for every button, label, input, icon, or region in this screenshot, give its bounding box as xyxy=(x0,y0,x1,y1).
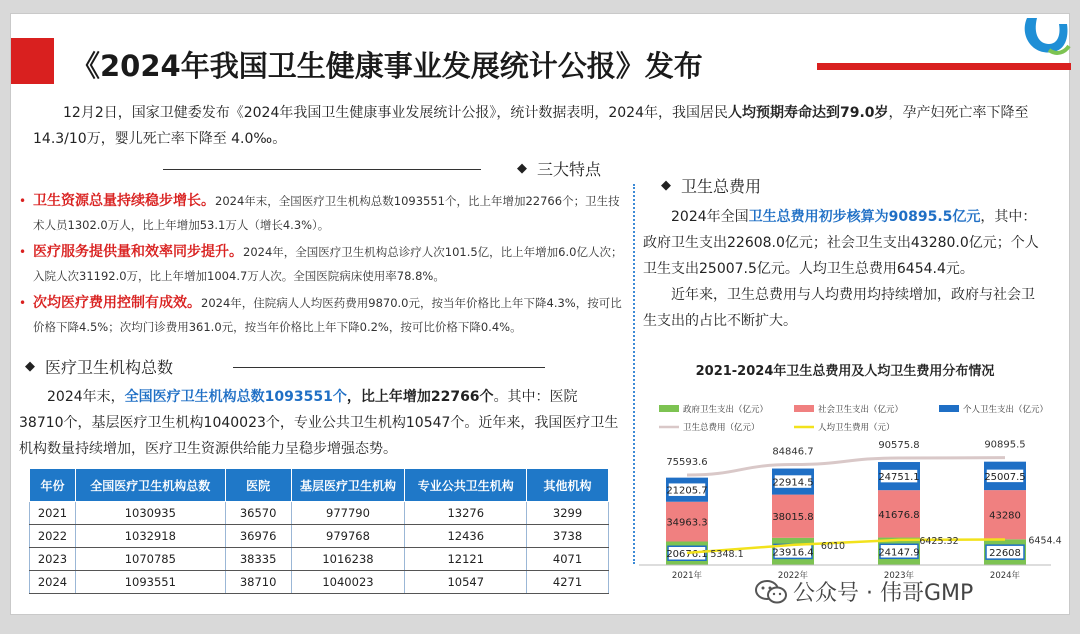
value-label: 41676.8 xyxy=(878,509,920,521)
inst-text-1: 2024年末， xyxy=(47,389,125,405)
slide xyxy=(10,13,1070,615)
table-cell: 4071 xyxy=(527,548,609,571)
bullet-icon: • xyxy=(19,194,27,208)
feature-item xyxy=(19,291,631,339)
legend-swatch xyxy=(939,405,959,412)
value-label: 22608 xyxy=(989,548,1021,560)
table-cell: 1070785 xyxy=(75,548,225,571)
expense-text-2: ，其中：政府卫生支出22608.0亿元；社会卫生支出43280.0亿元；个人卫生支出25007.5亿元。人均卫生总费用6454.4元。 xyxy=(643,209,1039,277)
x-tick-label: 2022年 xyxy=(777,571,809,581)
logo-icon xyxy=(1013,16,1071,60)
expense-highlight: 卫生总费用初步核算为90895.5亿元 xyxy=(748,209,981,225)
institutions-table xyxy=(29,468,609,594)
value-label: 21205.7 xyxy=(666,485,708,497)
x-tick-label: 2021年 xyxy=(671,571,703,581)
value-label: 43280 xyxy=(989,510,1021,522)
feature-text: 2024年末，全国医疗卫生机构总数1093551个，比上年增加22766个；卫生技术人员1302.0万人，比上年增加53.1万人（增长4.3%）。 xyxy=(33,194,620,232)
feature-text: 2024年，全国医疗卫生机构总诊疗人次101.5亿，比上年增加6.0亿人次；入院人次31192.0万，比上年增加1004.7万人次。全国医院病床使用率78.8%。 xyxy=(33,245,623,283)
value-label: 24147.9 xyxy=(878,547,920,559)
inst-highlight-blue: 全国医疗卫生机构总数1093551个 xyxy=(124,389,347,405)
legend-label: 卫生总费用（亿元） xyxy=(683,423,760,433)
legend-swatch xyxy=(659,405,679,412)
x-tick-label: 2024年 xyxy=(989,571,1021,581)
inst-heading-label: 医疗卫生机构总数 xyxy=(45,358,174,377)
intro-highlight: 人均预期寿命达到79.0岁 xyxy=(727,105,889,121)
bullet-icon: • xyxy=(19,296,27,310)
table-cell: 4271 xyxy=(527,571,609,594)
feature-text: 2024年，住院病人人均医药费用9870.0元，按当年价格比上年下降4.3%，按可比价格下降4.5%；次均门诊费用361.0元，按当年价格比上年下降0.2%，按可比价格下降0.4%。 xyxy=(33,296,622,334)
table-cell: 977790 xyxy=(291,502,405,525)
total-label: 84846.7 xyxy=(772,446,814,458)
feature-item xyxy=(19,189,631,237)
legend-label: 社会卫生支出（亿元） xyxy=(818,405,904,415)
features-heading-label: 三大特点 xyxy=(537,160,602,179)
value-label: 24751.1 xyxy=(878,472,920,484)
table-cell: 38710 xyxy=(225,571,291,594)
column-divider xyxy=(633,184,635,564)
table-cell: 36570 xyxy=(225,502,291,525)
value-label: 22914.5 xyxy=(772,477,814,489)
title-accent-line xyxy=(817,63,1071,70)
diamond-icon: ◆ xyxy=(25,359,35,374)
table-cell: 10547 xyxy=(405,571,527,594)
total-label: 90575.8 xyxy=(878,440,920,452)
legend-label: 人均卫生费用（元） xyxy=(818,423,895,433)
expense-chart xyxy=(639,382,1062,592)
intro-paragraph xyxy=(33,100,1043,152)
legend-label: 政府卫生支出（亿元） xyxy=(683,405,769,415)
table-cell: 12121 xyxy=(405,548,527,571)
table-cell: 1093551 xyxy=(75,571,225,594)
table-cell: 3738 xyxy=(527,525,609,548)
table-cell: 2023 xyxy=(30,548,76,571)
intro-text-2: ，孕产妇死亡率下降至14.3/10万，婴儿死亡率下降至 4.0‰。 xyxy=(33,105,1029,147)
table-cell: 3299 xyxy=(527,502,609,525)
table-row xyxy=(30,525,609,548)
legend-swatch xyxy=(794,405,814,412)
table-row xyxy=(30,571,609,594)
table-cell: 38335 xyxy=(225,548,291,571)
inst-paragraph xyxy=(19,384,619,462)
table-row xyxy=(30,502,609,525)
features-heading xyxy=(517,157,601,180)
feature-item xyxy=(19,240,631,288)
table-header-cell: 全国医疗卫生机构总数 xyxy=(75,469,225,502)
feature-keyword: 次均医疗费用控制有成效。 xyxy=(33,295,201,311)
total-expense-line xyxy=(687,458,1005,475)
per-capita-label: 5348.1 xyxy=(710,548,744,560)
table-row xyxy=(30,548,609,571)
table-cell: 13276 xyxy=(405,502,527,525)
feature-keyword: 卫生资源总量持续稳步增长。 xyxy=(33,193,215,209)
features-list xyxy=(19,189,631,342)
intro-text-1: 12月2日，国家卫健委发布《2024年我国卫生健康事业发展统计公报》，统计数据表明，2024年，我国居民 xyxy=(63,105,728,121)
total-label: 75593.6 xyxy=(666,457,708,469)
table-cell: 1016238 xyxy=(291,548,405,571)
chart-title: 2021-2024年卫生总费用及人均卫生费用分布情况 xyxy=(695,364,995,379)
table-cell: 12436 xyxy=(405,525,527,548)
value-label: 34963.3 xyxy=(666,517,708,529)
divider-inst xyxy=(233,367,545,368)
watermark xyxy=(755,576,973,607)
table-header-cell: 医院 xyxy=(225,469,291,502)
expense-text-1: 2024年全国 xyxy=(671,209,749,225)
table-cell: 979768 xyxy=(291,525,405,548)
inst-highlight-bold: ，比上年增加22766个 xyxy=(346,389,494,405)
inst-heading xyxy=(25,355,173,378)
table-cell: 1032918 xyxy=(75,525,225,548)
table-header-cell: 年份 xyxy=(30,469,76,502)
diamond-icon: ◆ xyxy=(517,161,527,176)
table-cell: 2021 xyxy=(30,502,76,525)
title-accent-block xyxy=(11,38,54,84)
per-capita-label: 6454.4 xyxy=(1028,535,1062,547)
divider-features xyxy=(163,169,481,170)
legend-label: 个人卫生支出（亿元） xyxy=(963,405,1049,415)
bullet-icon: • xyxy=(19,245,27,259)
per-capita-label: 6425.32 xyxy=(919,535,959,547)
x-tick-label: 2023年 xyxy=(883,571,915,581)
value-label: 23916.4 xyxy=(772,547,814,559)
expense-heading-label: 卫生总费用 xyxy=(681,177,762,196)
watermark-text: 公众号 · 伟哥GMP xyxy=(793,581,974,606)
value-label: 38015.8 xyxy=(772,512,814,524)
table-header-cell: 其他机构 xyxy=(527,469,609,502)
table-cell: 36976 xyxy=(225,525,291,548)
table-header-row xyxy=(30,469,609,502)
feature-keyword: 医疗服务提供量和效率同步提升。 xyxy=(33,244,243,260)
inst-text-2: 。其中：医院38710个，基层医疗卫生机构1040023个，专业公共卫生机构10547个。近年来，我国医疗卫生机构数量持续增加，医疗卫生资源供给能力呈稳步增强态势。 xyxy=(19,389,619,457)
value-label: 25007.5 xyxy=(984,471,1026,483)
page-title: 《2024年我国卫生健康事业发展统计公报》发布 xyxy=(71,49,703,83)
per-capita-label: 6010 xyxy=(820,540,846,552)
table-cell: 1030935 xyxy=(75,502,225,525)
total-label: 90895.5 xyxy=(984,439,1026,451)
value-label: 20676.1 xyxy=(666,549,708,561)
table-cell: 1040023 xyxy=(291,571,405,594)
expense-paragraph xyxy=(643,204,1048,334)
table-header-cell: 基层医疗卫生机构 xyxy=(291,469,405,502)
table-header-cell: 专业公共卫生机构 xyxy=(405,469,527,502)
expense-heading xyxy=(661,174,761,197)
expense-text-3: 近年来，卫生总费用与人均费用均持续增加，政府与社会卫生支出的占比不断扩大。 xyxy=(643,287,1035,329)
table-cell: 2024 xyxy=(30,571,76,594)
table-cell: 2022 xyxy=(30,525,76,548)
diamond-icon: ◆ xyxy=(661,178,671,193)
wechat-icon xyxy=(755,579,787,605)
